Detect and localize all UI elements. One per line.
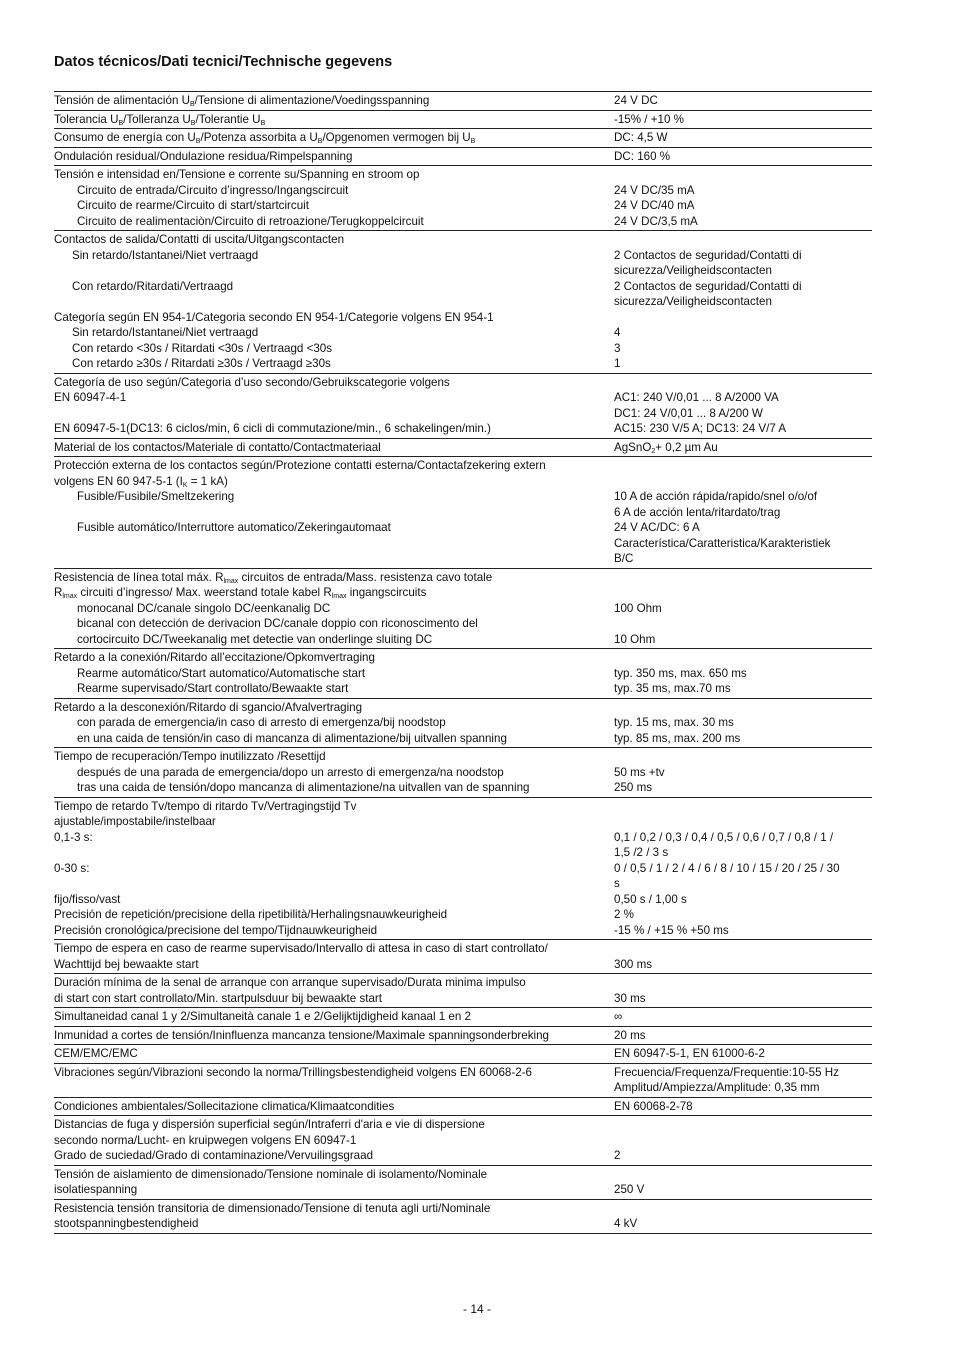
parameter-label: EN 60947-4-1 [54, 391, 127, 404]
parameter-value: 300 ms [614, 957, 653, 971]
table-row [54, 1166, 872, 1200]
parameter-label: Tensión e intensidad en/Tensione e corrente su/Spanning en stroom op [54, 168, 420, 181]
row-line [54, 616, 872, 632]
parameter-label: Circuito de rearme/Circuito di start/startcircuit [77, 199, 309, 212]
table-row [54, 166, 872, 231]
parameter-value: 30 ms [614, 991, 646, 1005]
parameter-value: -15% / +10 % [614, 112, 684, 126]
parameter-label: Tiempo de retardo Tv/tempo di ritardo Tv/Vertragingstijd Tv [54, 799, 357, 813]
parameter-value: 2 Contactos de seguridad/Contatti di [614, 248, 802, 262]
parameter-label: Grado de suciedad/Grado di contaminazione/Vervuilingsgraad [54, 1149, 374, 1162]
parameter-label [54, 406, 614, 422]
parameter-label: con parada de emergencia/in caso di arresto di emergenza/bij noodstop [77, 716, 446, 729]
row-line [54, 341, 872, 357]
parameter-value: 2 Contactos de seguridad/Contatti di [614, 279, 802, 293]
parameter-value: -15 % / +15 % +50 ms [614, 923, 729, 937]
parameter-value [614, 700, 872, 716]
parameter-value [614, 585, 872, 601]
parameter-label: di start con start controllato/Min. startpulsduur bij bewaakte start [54, 991, 382, 1005]
row-line [54, 112, 872, 128]
row-line [54, 975, 872, 991]
row-line [54, 1065, 872, 1081]
parameter-label [54, 876, 614, 892]
parameter-value [614, 167, 872, 183]
row-line [54, 474, 872, 490]
parameter-label: Sin retardo/Istantanei/Niet vertraagd [72, 326, 259, 339]
parameter-label: Contactos de salida/Contatti di uscita/Uitgangscontacten [54, 233, 345, 246]
parameter-value [614, 310, 872, 326]
row-line [54, 1046, 872, 1062]
row-line [54, 991, 872, 1007]
parameter-label: tras una caida de tensión/dopo mancanza di alimentazione/na uitvallen van de spanning [77, 781, 530, 794]
row-line [54, 632, 872, 648]
parameter-value: s [614, 877, 620, 890]
parameter-label: secondo norma/Lucht- en kruipwegen volgens EN 60947-1 [54, 1133, 357, 1147]
row-line [54, 715, 872, 731]
parameter-value: Amplitud/Ampiezza/Amplitude: 0,35 mm [614, 1081, 820, 1094]
row-line [54, 1148, 872, 1164]
parameter-value: sicurezza/Veiligheidscontacten [614, 295, 772, 308]
row-line [54, 666, 872, 682]
parameter-value: 100 Ohm [614, 601, 662, 615]
parameter-label [54, 551, 614, 567]
row-line [54, 570, 872, 586]
row-line [54, 941, 872, 957]
parameter-label: Tolerancia $U_B$/Tolleranza $U_B$/Tolerantie $U_B$ [54, 112, 266, 127]
page-title: Datos técnicos/Dati tecnici/Technische gegevens [54, 54, 393, 70]
parameter-label: Con retardo ≥30s / Ritardati ≥30s / Vertraagd ≥30s [72, 357, 331, 370]
parameter-label [54, 263, 614, 279]
table-row [54, 92, 872, 111]
row-line [54, 957, 872, 973]
parameter-label: Circuito de entrada/Circuito d’ingresso/Ingangscircuit [77, 183, 349, 197]
parameter-value: EN 60068-2-78 [614, 1099, 693, 1113]
parameter-value: ∞ [614, 1010, 623, 1023]
row-line [54, 923, 872, 939]
parameter-value: 24 V DC/3,5 mA [614, 214, 698, 228]
parameter-value [614, 814, 872, 830]
table-row [54, 1098, 872, 1117]
row-line [54, 1182, 872, 1198]
parameter-value: 24 V DC/40 mA [614, 199, 695, 212]
parameter-label: fijo/fisso/vast [54, 892, 121, 906]
parameter-label: Tiempo de recuperación/Tempo inutilizzato /Resettijd [54, 750, 326, 763]
row-line [54, 375, 872, 391]
row-line [54, 1133, 872, 1149]
parameter-label: Tensión de alimentación $U_B$/Tensione di alimentazione/Voedingsspanning [54, 94, 430, 108]
parameter-value: 1 [614, 357, 621, 370]
parameter-label: Con retardo <30s / Ritardati <30s / Vertraagd <30s [72, 341, 333, 355]
row-line [54, 799, 872, 815]
row-line [54, 876, 872, 892]
parameter-value: 250 ms [614, 781, 653, 794]
parameter-label: Categoría de uso según/Categoria d’uso secondo/Gebruikscategorie volgens [54, 375, 450, 389]
parameter-label: Rearme automático/Start automatico/Automatische start [77, 666, 366, 680]
parameter-label: Sin retardo/Istantanei/Niet vertraagd [72, 248, 259, 262]
table-row [54, 1045, 872, 1064]
parameter-value: typ. 85 ms, max. 200 ms [614, 731, 741, 745]
row-line [54, 892, 872, 908]
parameter-value: 4 [614, 326, 621, 339]
table-row [54, 1064, 872, 1098]
table-row [54, 748, 872, 798]
table-row [54, 231, 872, 374]
parameter-label: Precisión cronológica/precisione del tempo/Tijdnauwkeurigheid [54, 923, 378, 937]
parameter-label: en una caida de tensión/in caso di mancanza di alimentazione/bij uitvallen spanning [77, 731, 507, 745]
parameter-value: sicurezza/Veiligheidscontacten [614, 264, 772, 277]
table-row [54, 1200, 872, 1234]
parameter-value: 50 ms +tv [614, 765, 665, 779]
table-row [54, 569, 872, 650]
row-line [54, 1099, 872, 1115]
parameter-label: ajustable/impostabile/instelbaar [54, 815, 216, 828]
parameter-value [614, 941, 872, 957]
row-line [54, 248, 872, 264]
parameter-value: 2 % [614, 908, 634, 921]
parameter-label: Consumo de energía con $U_B$/Potenza assorbita a $U_B$/Opgenomen vermogen bij $U_B$ [54, 131, 476, 145]
row-line [54, 536, 872, 552]
parameter-value: AC1: 240 V/0,01 ... 8 A/2000 VA [614, 391, 779, 404]
row-line [54, 489, 872, 505]
parameter-label: volgens EN 60 947-5-1 ($I_K = 1$ kA) [54, 474, 228, 489]
row-line [54, 390, 872, 406]
parameter-label: Condiciones ambientales/Sollecitazione climatica/Klimaatcondities [54, 1099, 395, 1113]
table-row [54, 974, 872, 1008]
table-row [54, 1008, 872, 1027]
row-line [54, 214, 872, 230]
table-row [54, 1027, 872, 1046]
parameter-value: DC: 4,5 W [614, 131, 668, 144]
row-line [54, 263, 872, 279]
row-line [54, 780, 872, 796]
parameter-value: AgSnO$_2$+ 0,2 µm Au [614, 440, 718, 455]
parameter-value [614, 799, 872, 815]
table-row [54, 649, 872, 699]
parameter-value [614, 458, 872, 474]
row-line [54, 279, 872, 295]
parameter-label: EN 60947-5-1(DC13: 6 ciclos/min, 6 cicli di commutazione/min., 6 schakelingen/min.) [54, 422, 491, 435]
table-row [54, 439, 872, 458]
parameter-label: Protección externa de los contactos según/Protezione contatti esterna/Contactafzekering extern [54, 459, 546, 472]
parameter-value [614, 616, 872, 632]
table-row [54, 699, 872, 749]
parameter-label: Tensión de aislamiento de dimensionado/Tensione nominale di isolamento/Nominale [54, 1167, 488, 1181]
row-line [54, 1201, 872, 1217]
parameter-label: $R_{lmax}$ circuiti d’ingresso/ Max. weerstand totale kabel $R_{lmax}$ ingangscircuits [54, 586, 427, 600]
parameter-value [614, 1201, 872, 1217]
row-line [54, 731, 872, 747]
parameter-value [614, 749, 872, 765]
parameter-value [614, 232, 872, 248]
parameter-value [614, 1167, 872, 1183]
row-line [54, 907, 872, 923]
parameter-value [614, 650, 872, 666]
parameter-label: 0,1-3 s: [54, 830, 93, 844]
parameter-label: Fusible automático/Interruttore automatico/Zekeringautomaat [77, 521, 391, 534]
parameter-value: 1,5 /2 / 3 s [614, 846, 669, 859]
parameter-label: isolatiespanning [54, 1183, 138, 1196]
parameter-label: 0-30 s: [54, 861, 90, 875]
parameter-label: cortocircuito DC/Tweekanalig met detectie van onderlinge sluiting DC [77, 632, 433, 646]
table-row [54, 457, 872, 569]
row-line [54, 1028, 872, 1044]
parameter-value [614, 375, 872, 391]
table-row [54, 374, 872, 439]
parameter-label: Categoría según EN 954-1/Categoria secondo EN 954-1/Categorie volgens EN 954-1 [54, 310, 494, 324]
parameter-value: EN 60947-5-1, EN 61000-6-2 [614, 1047, 765, 1060]
parameter-label: Circuito de realimentaciòn/Circuito di retroazione/Terugkoppelcircuit [77, 214, 424, 228]
row-line [54, 167, 872, 183]
row-line [54, 93, 872, 109]
parameter-label: Vibraciones según/Vibrazioni secondo la norma/Trillingsbestendigheid volgens EN 60068-2-6 [54, 1065, 532, 1079]
parameter-label: Resistencia tensión transitoria de dimensionado/Tensione di tenuta agli urti/Nominale [54, 1201, 491, 1215]
row-line [54, 505, 872, 521]
row-line [54, 814, 872, 830]
page-number: - 14 - [462, 1302, 491, 1316]
parameter-value: 2 [614, 1149, 621, 1162]
table-row [54, 940, 872, 974]
parameter-label: Precisión de repetición/precisione della ripetibilità/Herhalingsnauwkeurigheid [54, 908, 448, 921]
row-line [54, 440, 872, 456]
parameter-label: después de una parada de emergencia/dopo un arresto di emergenza/na noodstop [77, 765, 504, 779]
parameter-value [614, 570, 872, 586]
row-line [54, 830, 872, 846]
row-line [54, 149, 872, 165]
parameter-label: Duración mínima de la senal de arranque con arranque supervisado/Durata minima impulso [54, 976, 526, 989]
row-line [54, 681, 872, 697]
row-line [54, 1009, 872, 1025]
parameter-value: typ. 35 ms, max.70 ms [614, 682, 731, 695]
parameter-value: 24 V AC/DC: 6 A [614, 521, 700, 534]
parameter-value: DC1: 24 V/0,01 ... 8 A/200 W [614, 406, 763, 420]
parameter-value [614, 975, 872, 991]
parameter-value: 3 [614, 341, 621, 355]
parameter-label: Inmunidad a cortes de tensión/Ininfluenza mancanza tensione/Maximale spanningsonderbreking [54, 1028, 549, 1042]
parameter-value: 0,1 / 0,2 / 0,3 / 0,4 / 0,5 / 0,6 / 0,7 / 0,8 / 1 / [614, 830, 834, 844]
parameter-value: Característica/Caratteristica/Karakteristiek [614, 536, 831, 550]
parameter-value [614, 1117, 872, 1133]
row-line [54, 325, 872, 341]
parameter-value: typ. 15 ms, max. 30 ms [614, 716, 734, 729]
row-line [54, 356, 872, 372]
parameter-label: stootspanningbestendigheid [54, 1217, 199, 1230]
row-line [54, 198, 872, 214]
parameter-value: 6 A de acción lenta/ritardato/trag [614, 505, 781, 519]
parameter-label: Retardo a la desconexión/Ritardo di sgancio/Afvalvertraging [54, 700, 363, 714]
row-line [54, 700, 872, 716]
parameter-value: 24 V DC [614, 94, 658, 107]
table-row [54, 111, 872, 130]
row-line [54, 310, 872, 326]
row-line [54, 1080, 872, 1096]
row-line [54, 183, 872, 199]
parameter-value: Frecuencia/Frequenza/Frequentie:10-55 Hz [614, 1065, 839, 1079]
row-line [54, 458, 872, 474]
row-line [54, 130, 872, 146]
table-row [54, 148, 872, 167]
row-line [54, 650, 872, 666]
parameter-value: 10 Ohm [614, 632, 656, 646]
row-line [54, 294, 872, 310]
parameter-label: Resistencia de línea total máx. $R_{lmax}$ circuitos de entrada/Mass. resistenza cavo totale [54, 570, 493, 585]
parameter-label: Distancias de fuga y dispersión superficial según/Intraferri d'aria e vie di dispersione [54, 1118, 485, 1131]
table-row [54, 798, 872, 941]
parameter-value: typ. 350 ms, max. 650 ms [614, 666, 747, 680]
table-row [54, 1116, 872, 1166]
parameter-value: 20 ms [614, 1028, 646, 1042]
parameter-label [54, 294, 614, 310]
parameter-value: DC: 160 % [614, 149, 671, 163]
parameter-label [54, 505, 614, 521]
row-line [54, 601, 872, 617]
parameter-label: monocanal DC/canale singolo DC/eenkanalig DC [77, 601, 331, 615]
parameter-value: 24 V DC/35 mA [614, 183, 695, 197]
parameter-value [614, 1133, 872, 1149]
parameter-label: CEM/EMC/EMC [54, 1047, 138, 1060]
table-row [54, 129, 872, 148]
parameter-label: Ondulación residual/Ondulazione residua/Rimpelspanning [54, 149, 353, 163]
parameter-label: Con retardo/Ritardati/Vertraagd [72, 279, 234, 293]
parameter-label: Wachttijd bej bewaakte start [54, 957, 199, 971]
row-line [54, 749, 872, 765]
row-line [54, 1167, 872, 1183]
row-line [54, 551, 872, 567]
parameter-value: 250 V [614, 1183, 645, 1196]
parameter-value: 4 kV [614, 1217, 638, 1230]
row-line [54, 765, 872, 781]
parameter-label: Material de los contactos/Materiale di contatto/Contactmateriaal [54, 440, 381, 454]
parameter-value: AC15: 230 V/5 A; DC13: 24 V/7 A [614, 422, 787, 435]
parameter-label [54, 1080, 614, 1096]
parameter-label: Simultaneidad canal 1 y 2/Simultaneità canale 1 e 2/Gelijktijdigheid kanaal 1 en 2 [54, 1010, 471, 1023]
row-line [54, 1216, 872, 1232]
parameter-value: 0,50 s / 1,00 s [614, 892, 687, 906]
parameter-value: 10 A de acción rápida/rapido/snel o/o/of [614, 490, 818, 503]
row-line [54, 520, 872, 536]
parameter-value [614, 474, 872, 490]
parameter-value: 0 / 0,5 / 1 / 2 / 4 / 6 / 8 / 10 / 15 / 20 / 25 / 30 [614, 861, 840, 875]
technical-data-table [54, 91, 872, 1234]
parameter-value: B/C [614, 552, 634, 565]
parameter-label: Fusible/Fusibile/Smeltzekering [77, 490, 235, 503]
parameter-label [54, 536, 614, 552]
parameter-label: Retardo a la conexión/Ritardo all’eccitazione/Opkomvertraging [54, 651, 375, 664]
row-line [54, 861, 872, 877]
row-line [54, 1117, 872, 1133]
row-line [54, 421, 872, 437]
row-line [54, 585, 872, 601]
row-line [54, 845, 872, 861]
parameter-label: Rearme supervisado/Start controllato/Bewaakte start [77, 682, 349, 695]
parameter-label: Tiempo de espera en caso de rearme supervisado/Intervallo di attesa in caso di start controllato/ [54, 942, 548, 955]
parameter-label: bicanal con detección de derivacion DC/canale doppio con riconoscimento del [77, 617, 478, 630]
parameter-label [54, 845, 614, 861]
row-line [54, 232, 872, 248]
row-line [54, 406, 872, 422]
